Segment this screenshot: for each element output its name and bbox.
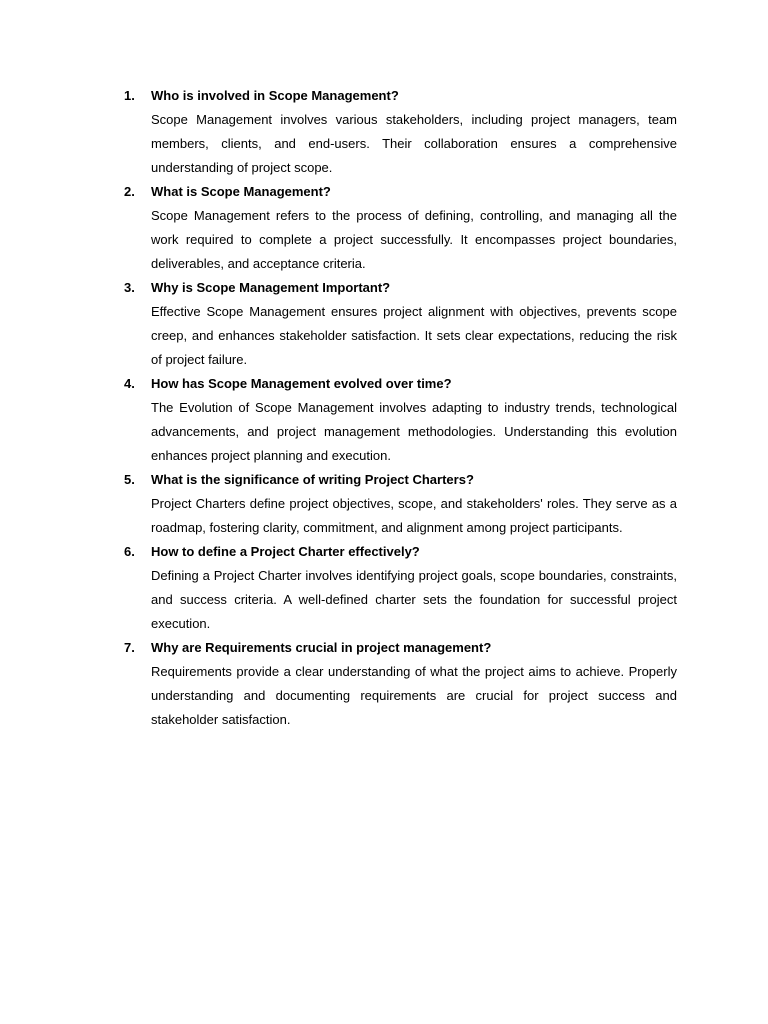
faq-question: Why is Scope Management Important?: [151, 280, 391, 295]
faq-item-body: [151, 540, 677, 636]
faq-question: How to define a Project Charter effectively?: [151, 544, 420, 559]
faq-item-body: [151, 372, 677, 468]
faq-question: Who is involved in Scope Management?: [151, 88, 399, 103]
faq-item-number: 5.: [124, 472, 135, 487]
faq-item-body: [151, 276, 677, 372]
faq-item-number: 3.: [124, 280, 135, 295]
faq-question: How has Scope Management evolved over time?: [151, 376, 452, 391]
faq-list: [124, 84, 677, 732]
faq-item-6: [124, 540, 677, 636]
faq-item-number: 7.: [124, 640, 135, 655]
faq-answer: Defining a Project Charter involves identifying project goals, scope boundaries, constraints, and success criteria. A well-defined charter sets the foundation for successful project execution.: [151, 568, 677, 631]
faq-answer: Scope Management involves various stakeholders, including project managers, team members, clients, and end-users. Their collaboration ensures a comprehensive understanding of project scope.: [151, 112, 677, 175]
faq-item-number: 2.: [124, 184, 135, 199]
faq-item-2: [124, 180, 677, 276]
faq-answer: The Evolution of Scope Management involves adapting to industry trends, technological advancements, and project management methodologies. Understanding this evolution enhances project planning and execution.: [151, 400, 677, 463]
faq-item-number: 1.: [124, 88, 135, 103]
faq-item-5: [124, 468, 677, 540]
faq-answer: Project Charters define project objectives, scope, and stakeholders' roles. They serve as a roadmap, fostering clarity, commitment, and alignment among project participants.: [151, 496, 677, 535]
faq-item-body: [151, 468, 677, 540]
faq-item-body: [151, 84, 677, 180]
faq-question: Why are Requirements crucial in project management?: [151, 640, 492, 655]
faq-question: What is the significance of writing Project Charters?: [151, 472, 474, 487]
faq-item-number: 4.: [124, 376, 135, 391]
faq-item-body: [151, 636, 677, 732]
faq-answer: Effective Scope Management ensures project alignment with objectives, prevents scope creep, and enhances stakeholder satisfaction. It sets clear expectations, reducing the risk of project failure.: [151, 304, 677, 367]
faq-item-1: [124, 84, 677, 180]
faq-answer: Scope Management refers to the process of defining, controlling, and managing all the work required to complete a project successfully. It encompasses project boundaries, deliverables, and acceptance criteria.: [151, 208, 677, 271]
faq-answer: Requirements provide a clear understanding of what the project aims to achieve. Properly understanding and documenting requirements are crucial for project success and stakeholder satisfaction.: [151, 664, 677, 727]
faq-item-4: [124, 372, 677, 468]
faq-item-number: 6.: [124, 544, 135, 559]
faq-item-3: [124, 276, 677, 372]
faq-question: What is Scope Management?: [151, 184, 331, 199]
faq-item-7: [124, 636, 677, 732]
faq-item-body: [151, 180, 677, 276]
